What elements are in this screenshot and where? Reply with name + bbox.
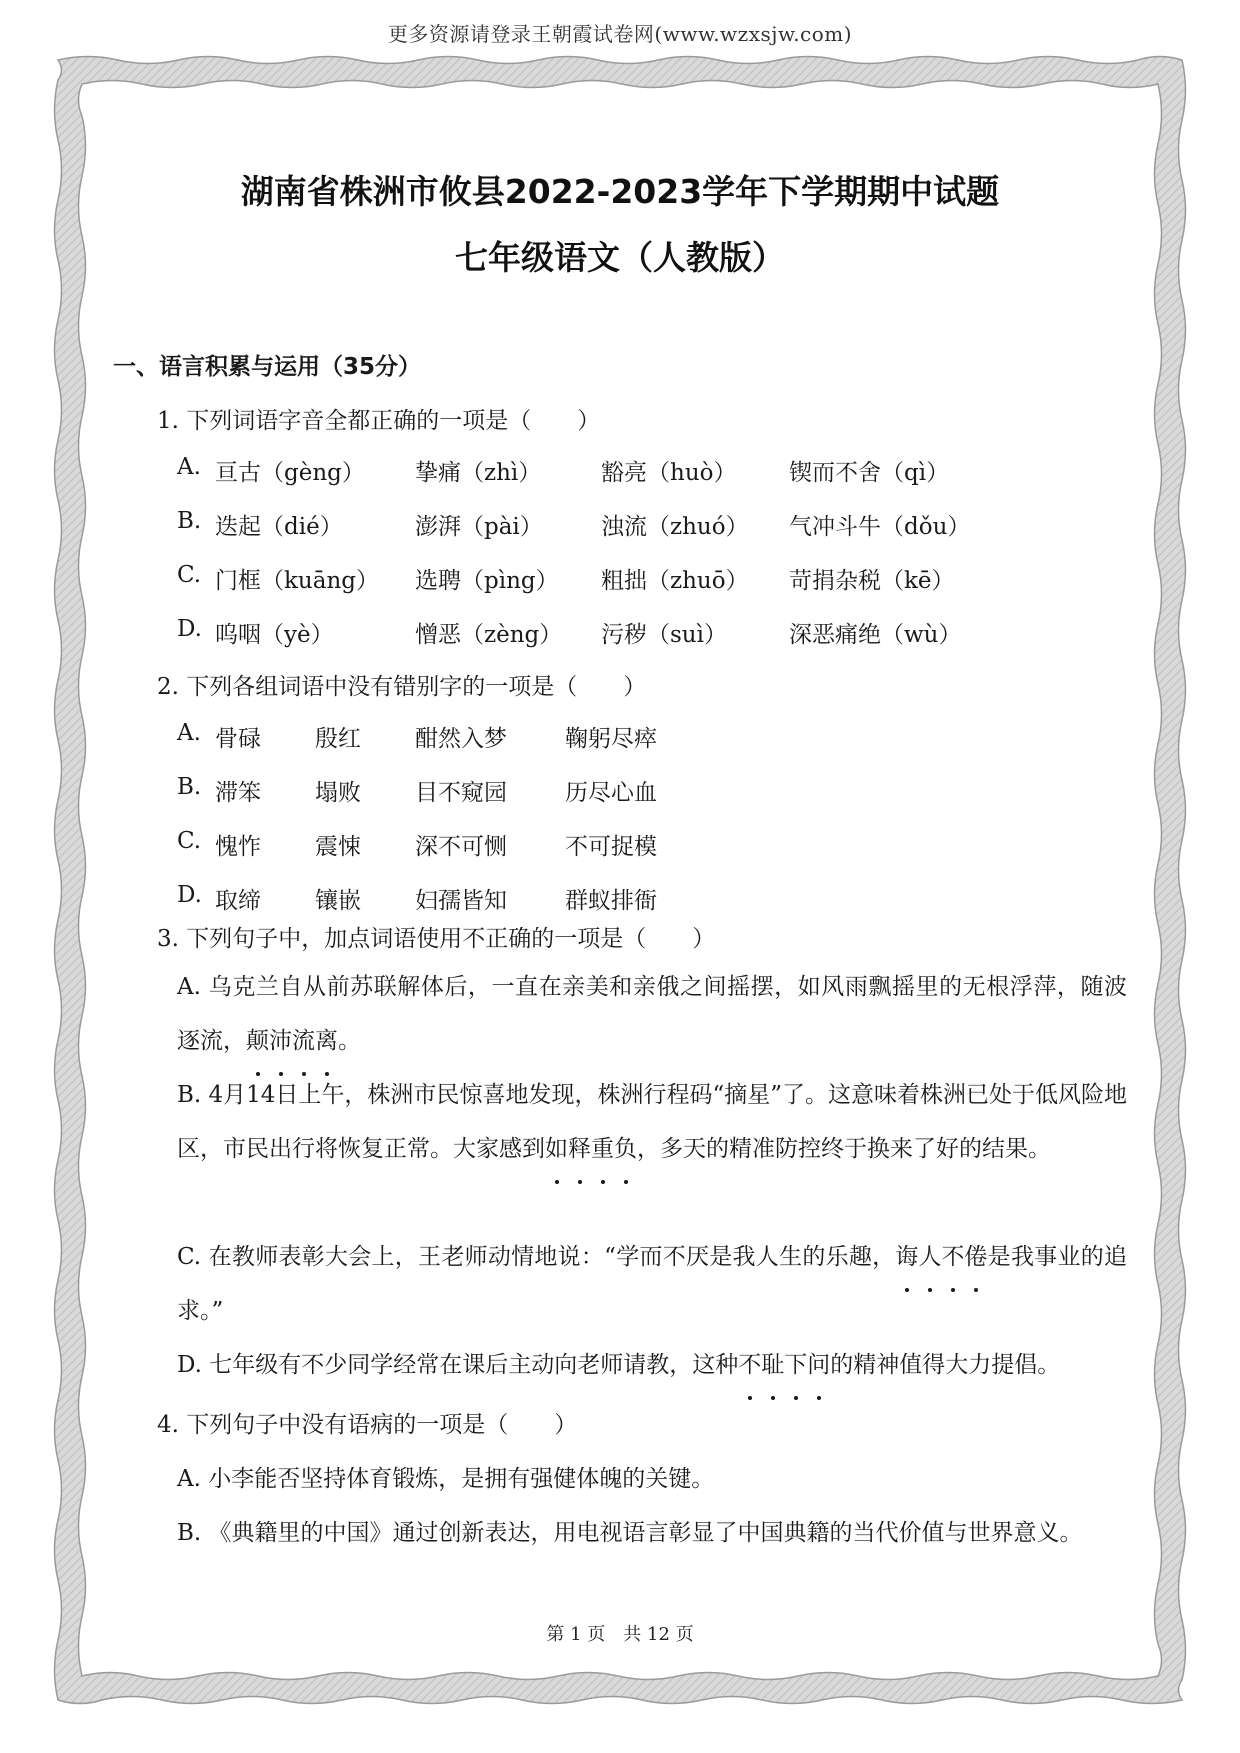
option-label: B. bbox=[177, 508, 202, 534]
option-item: 妇孺皆知 bbox=[415, 888, 507, 914]
option-text: A. 乌克兰自从前苏联解体后，一直在亲美和亲俄之间摇摆，如风雨飘摇里的无根浮萍，随波逐流， bbox=[177, 974, 1127, 1054]
option-item: 亘古（gèng） bbox=[215, 460, 365, 486]
exam-page bbox=[95, 90, 1145, 1680]
option-item: 愧怍 bbox=[215, 834, 261, 860]
option-item: 镶嵌 bbox=[315, 888, 361, 914]
question-3-option-b bbox=[177, 1068, 1127, 1176]
dotted-word: 颠沛流离 bbox=[246, 1028, 338, 1054]
option-text: D. 七年级有不少同学经常在课后主动向老师请教，这种 bbox=[177, 1352, 739, 1378]
option-item: 浊流（zhuó） bbox=[601, 514, 749, 540]
option-item: 骨碌 bbox=[215, 726, 261, 752]
dotted-word: 如释重负 bbox=[545, 1136, 637, 1162]
option-item: 呜咽（yè） bbox=[215, 622, 334, 648]
option-text: 是我事业的追求。” bbox=[177, 1244, 1127, 1324]
option-label: C. bbox=[177, 562, 202, 588]
question-4-option-a: A. 小李能否坚持体育锻炼，是拥有强健体魄的关键。 bbox=[177, 1466, 715, 1492]
question-2-stem: 2. 下列各组词语中没有错别字的一项是（ ） bbox=[157, 674, 647, 700]
option-item: 鞠躬尽瘁 bbox=[565, 726, 657, 752]
question-1-stem: 1. 下列词语字音全都正确的一项是（ ） bbox=[157, 408, 601, 434]
page-number: 第 1 页 共 12 页 bbox=[546, 1624, 694, 1645]
option-text: 。 bbox=[338, 1028, 361, 1054]
option-item: 污秽（suì） bbox=[601, 622, 727, 648]
question-3-option-d bbox=[177, 1338, 1127, 1392]
option-item: 憎恶（zèng） bbox=[415, 622, 563, 648]
exam-subtitle: 七年级语文（人教版） bbox=[455, 238, 785, 277]
option-item: 粗拙（zhuō） bbox=[601, 568, 749, 594]
dotted-word: 诲人不倦 bbox=[895, 1244, 987, 1270]
option-text: C. 在教师表彰大会上，王老师动情地说：“学而不厌是我人生的乐趣， bbox=[177, 1244, 896, 1270]
option-item: 震悚 bbox=[315, 834, 361, 860]
option-item: 苛捐杂税（kē） bbox=[789, 568, 955, 594]
question-3-option-c bbox=[177, 1230, 1127, 1338]
option-item: 豁亮（huò） bbox=[601, 460, 737, 486]
option-item: 酣然入梦 bbox=[415, 726, 507, 752]
option-label: A. bbox=[177, 454, 201, 480]
option-label: B. bbox=[177, 774, 202, 800]
option-item: 深不可恻 bbox=[415, 834, 507, 860]
option-text: 的精神值得大力提倡。 bbox=[830, 1352, 1061, 1378]
option-label: C. bbox=[177, 828, 202, 854]
section-heading: 一、语言积累与运用（35分） bbox=[113, 354, 422, 380]
question-3-stem: 3. 下列句子中，加点词语使用不正确的一项是（ ） bbox=[157, 926, 716, 952]
option-item: 历尽心血 bbox=[565, 780, 657, 806]
option-item: 深恶痛绝（wù） bbox=[789, 622, 962, 648]
option-label: D. bbox=[177, 882, 202, 908]
option-item: 取缔 bbox=[215, 888, 261, 914]
option-text: ，多天的精准防控终于换来了好的结果。 bbox=[637, 1136, 1051, 1162]
option-item: 不可捉模 bbox=[565, 834, 657, 860]
option-item: 目不窥园 bbox=[415, 780, 507, 806]
exam-title: 湖南省株洲市攸县2022-2023学年下学期期中试题 bbox=[240, 172, 1000, 211]
option-label: A. bbox=[177, 720, 201, 746]
source-notice: 更多资源请登录王朝霞试卷网(www.wzxsjw.com) bbox=[387, 22, 853, 46]
option-item: 门框（kuāng） bbox=[215, 568, 379, 594]
option-item: 群蚁排衙 bbox=[565, 888, 657, 914]
dotted-word: 不耻下问 bbox=[738, 1352, 830, 1378]
question-4-option-b: B. 《典籍里的中国》通过创新表达，用电视语言彰显了中国典籍的当代价值与世界意义。 bbox=[177, 1520, 1083, 1546]
option-item: 气冲斗牛（dǒu） bbox=[789, 514, 971, 540]
option-label: D. bbox=[177, 616, 202, 642]
option-item: 选聘（pìng） bbox=[415, 568, 559, 594]
option-item: 迭起（dié） bbox=[215, 514, 343, 540]
option-item: 澎湃（pài） bbox=[415, 514, 543, 540]
option-item: 塌败 bbox=[315, 780, 361, 806]
option-item: 锲而不舍（qì） bbox=[789, 460, 950, 486]
question-3-option-a bbox=[177, 960, 1127, 1068]
option-item: 滞笨 bbox=[215, 780, 261, 806]
option-item: 殷红 bbox=[315, 726, 361, 752]
option-item: 挚痛（zhì） bbox=[415, 460, 542, 486]
option-text: B. 4月14日上午，株洲市民惊喜地发现，株洲行程码“摘星”了。这意味着株洲已处于低风险地区，市民出行将恢复正常。大家感到 bbox=[177, 1082, 1127, 1162]
question-4-stem: 4. 下列句子中没有语病的一项是（ ） bbox=[157, 1412, 578, 1438]
